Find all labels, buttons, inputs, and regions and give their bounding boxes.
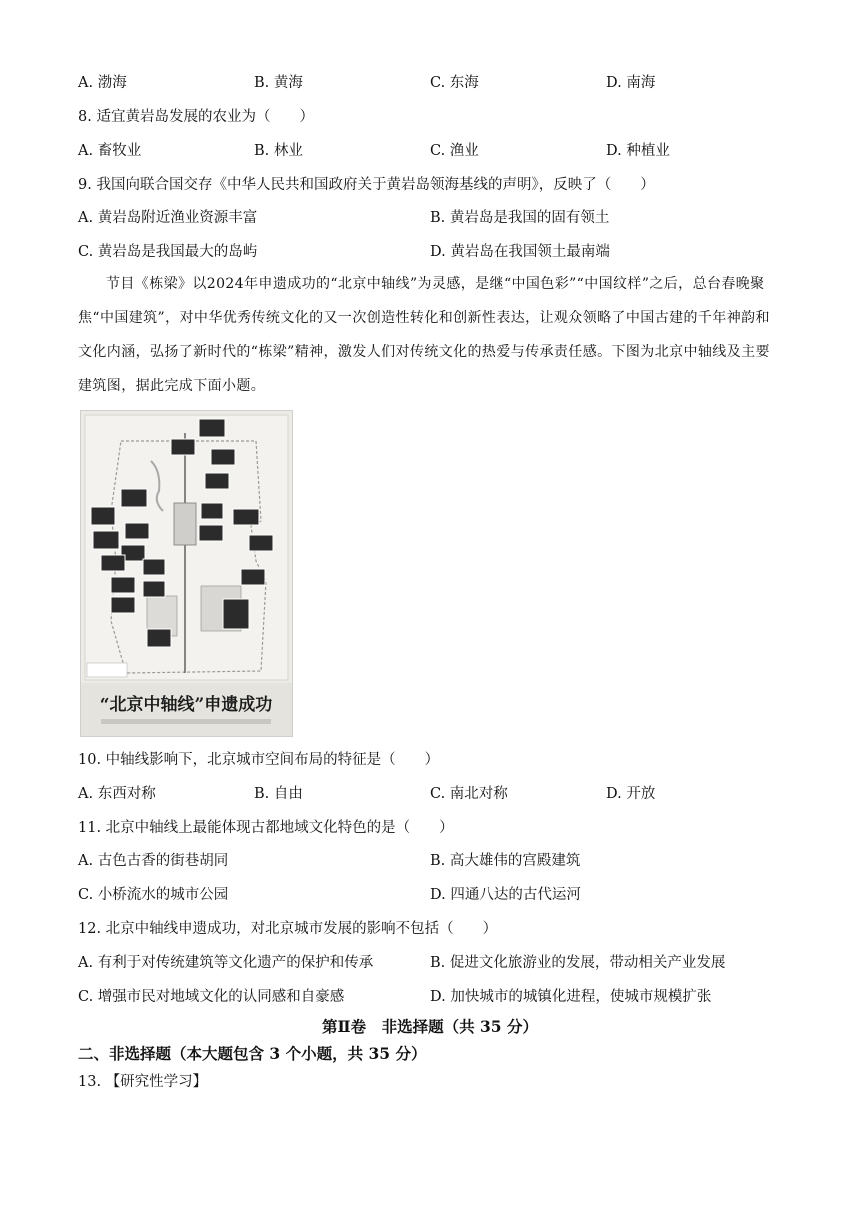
q9-stem: 9. 我国向联合国交存《中华人民共和国政府关于黄岩岛领海基线的声明》，反映了（ ） — [78, 177, 655, 193]
q8-stem: 8. 适宜黄岩岛发展的农业为（ ） — [78, 109, 314, 125]
q7-option-a: A. 渤海 — [78, 75, 127, 91]
q10-stem: 10. 中轴线影响下，北京城市空间布局的特征是（ ） — [78, 752, 440, 768]
thumb-11 — [199, 525, 223, 541]
q10-option-d: D. 开放 — [606, 786, 656, 802]
palace-block — [174, 503, 196, 545]
q12-option-d: D. 加快城市的城镇化进程，使城市规模扩张 — [430, 989, 712, 1005]
section-heading: 二、非选择题（本大题包含 3 个小题，共 35 分） — [78, 1044, 427, 1063]
thumb-18 — [143, 581, 165, 597]
banner-title: “北京中轴线”申遗成功 — [99, 695, 273, 715]
thumb-15 — [143, 559, 165, 575]
part2-heading: 第Ⅱ卷 非选择题（共 35 分） — [322, 1017, 538, 1036]
q11-option-a: A. 古色古香的街巷胡同 — [78, 853, 229, 869]
q9-option-b: B. 黄岩岛是我国的固有领土 — [430, 210, 610, 226]
q8-option-c: C. 渔业 — [430, 143, 479, 159]
thumb-21 — [147, 629, 171, 647]
thumb-4 — [121, 489, 147, 507]
thumb-1 — [199, 419, 225, 437]
thumb-12 — [249, 535, 273, 551]
q10-option-b: B. 自由 — [254, 786, 303, 802]
q9-option-c: C. 黄岩岛是我国最大的岛屿 — [78, 244, 258, 260]
thumb-7 — [201, 503, 223, 519]
q11-option-c: C. 小桥流水的城市公园 — [78, 887, 229, 903]
thumb-2 — [211, 449, 235, 465]
thumb-3 — [171, 439, 195, 455]
thumb-9 — [125, 523, 149, 539]
q9-option-d: D. 黄岩岛在我国领土最南端 — [430, 244, 610, 260]
thumb-10 — [93, 531, 119, 549]
q12-stem: 12. 北京中轴线申遗成功，对北京城市发展的影响不包括（ ） — [78, 921, 498, 937]
passage-text: 节目《栋梁》以2024年申遗成功的“北京中轴线”为灵感，是继“中国色彩”“中国纹样”之后，总台春晚聚焦“中国建筑”，对中华优秀传统文化的又一次创造性转化和创新性表达，让观众领略了中国古建的千年神韵和文化内涵，弘扬了新时代的“栋梁”精神，激发人们对传统文化的热爱与传承责任感。下图为北京中轴线及主要建筑图，据此完成下面小题。 — [78, 276, 770, 394]
q12-option-c: C. 增强市民对地域文化的认同感和自豪感 — [78, 989, 345, 1005]
banner-caption-strip — [101, 719, 271, 724]
q12-option-b: B. 促进文化旅游业的发展，带动相关产业发展 — [430, 955, 726, 971]
thumb-17 — [111, 577, 135, 593]
thumb-20 — [223, 599, 249, 629]
thumb-16 — [241, 569, 265, 585]
q9-option-a: A. 黄岩岛附近渔业资源丰富 — [78, 210, 258, 226]
thumb-8 — [233, 509, 259, 525]
q11-stem: 11. 北京中轴线上最能体现古都地域文化特色的是（ ） — [78, 820, 454, 836]
q8-option-b: B. 林业 — [254, 143, 303, 159]
q11-option-d: D. 四通八达的古代运河 — [430, 887, 581, 903]
thumb-5 — [205, 473, 229, 489]
q7-option-b: B. 黄海 — [254, 75, 303, 91]
q7-option-c: C. 东海 — [430, 75, 479, 91]
q7-option-d: D. 南海 — [606, 75, 656, 91]
thumb-14 — [101, 555, 125, 571]
q11-option-b: B. 高大雄伟的宫殿建筑 — [430, 853, 581, 869]
thumb-19 — [111, 597, 135, 613]
q8-option-a: A. 畜牧业 — [78, 143, 142, 159]
central-axis-map-figure — [80, 410, 293, 737]
thumb-6 — [91, 507, 115, 525]
q12-option-a: A. 有利于对传统建筑等文化遗产的保护和传承 — [78, 955, 374, 971]
q10-option-a: A. 东西对称 — [78, 786, 156, 802]
q8-option-d: D. 种植业 — [606, 143, 670, 159]
passage — [78, 267, 782, 403]
legend-box — [87, 663, 127, 677]
q10-option-c: C. 南北对称 — [430, 786, 508, 802]
q13-title: 13. 【研究性学习】 — [78, 1074, 208, 1090]
central-axis-map — [81, 411, 292, 736]
